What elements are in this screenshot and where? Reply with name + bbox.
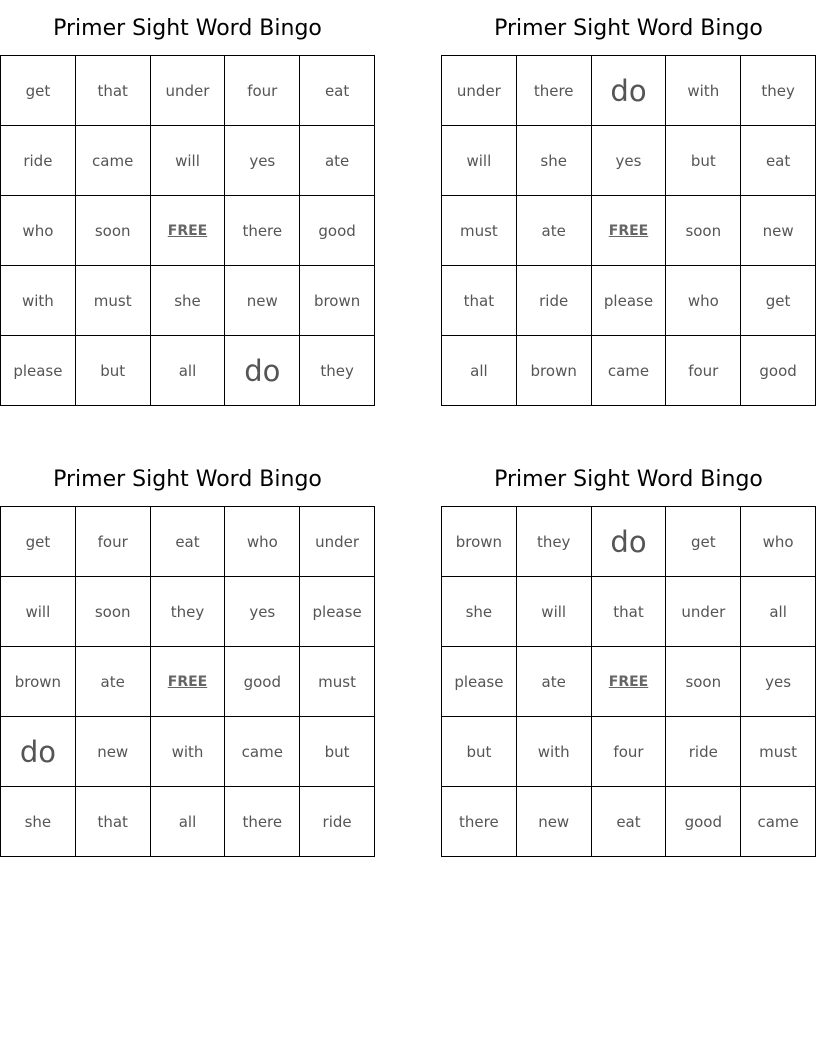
bingo-cell: brown (300, 266, 375, 336)
bingo-card-1 (0, 0, 375, 410)
bingo-cell: new (741, 196, 816, 266)
bingo-cell: with (517, 717, 592, 787)
card-title: Primer Sight Word Bingo (494, 467, 763, 492)
bingo-cell: get (741, 266, 816, 336)
free-space: FREE (592, 196, 667, 266)
bingo-cell: eat (151, 507, 226, 577)
bingo-cell: under (442, 56, 517, 126)
bingo-cell: she (517, 126, 592, 196)
bingo-cell: came (76, 126, 151, 196)
bingo-cell: new (225, 266, 300, 336)
bingo-cell: who (1, 196, 76, 266)
bingo-card-3 (0, 451, 375, 861)
bingo-cell: with (666, 56, 741, 126)
bingo-cell: get (666, 507, 741, 577)
bingo-cell: she (1, 787, 76, 857)
bingo-cell: yes (225, 126, 300, 196)
bingo-grid (441, 55, 816, 406)
bingo-cell: four (666, 336, 741, 406)
bingo-cell: must (76, 266, 151, 336)
bingo-cell: there (225, 787, 300, 857)
bingo-cell: ride (300, 787, 375, 857)
bingo-cell: must (442, 196, 517, 266)
bingo-cell: there (517, 56, 592, 126)
bingo-cell: who (225, 507, 300, 577)
bingo-cell: but (300, 717, 375, 787)
bingo-cell: eat (741, 126, 816, 196)
bingo-cell: that (76, 56, 151, 126)
bingo-cell: ate (300, 126, 375, 196)
bingo-cell: yes (225, 577, 300, 647)
bingo-cell: there (442, 787, 517, 857)
bingo-cell: do (592, 56, 667, 126)
bingo-cell: brown (1, 647, 76, 717)
bingo-cell: four (592, 717, 667, 787)
bingo-cell: please (300, 577, 375, 647)
bingo-cell: ate (517, 647, 592, 717)
bingo-cell: ate (517, 196, 592, 266)
bingo-cell: yes (741, 647, 816, 717)
bingo-cell: who (666, 266, 741, 336)
bingo-cell: under (151, 56, 226, 126)
bingo-cell: ride (517, 266, 592, 336)
bingo-cell: all (151, 336, 226, 406)
bingo-cell: good (300, 196, 375, 266)
bingo-cell: yes (592, 126, 667, 196)
bingo-cell: good (666, 787, 741, 857)
bingo-cell: new (76, 717, 151, 787)
bingo-cell: came (225, 717, 300, 787)
free-space: FREE (592, 647, 667, 717)
bingo-cell: that (592, 577, 667, 647)
bingo-cell: but (666, 126, 741, 196)
bingo-cell: they (741, 56, 816, 126)
bingo-cell: must (300, 647, 375, 717)
card-title: Primer Sight Word Bingo (494, 16, 763, 41)
bingo-grid (0, 55, 375, 406)
bingo-cell: she (151, 266, 226, 336)
bingo-cell: do (225, 336, 300, 406)
bingo-grid (441, 506, 816, 857)
bingo-cell: came (592, 336, 667, 406)
bingo-cell: four (225, 56, 300, 126)
bingo-cell: will (442, 126, 517, 196)
bingo-cell: please (592, 266, 667, 336)
bingo-cell: but (442, 717, 517, 787)
bingo-cell: brown (517, 336, 592, 406)
bingo-cell: with (151, 717, 226, 787)
bingo-cell: four (76, 507, 151, 577)
bingo-cell: good (741, 336, 816, 406)
card-title: Primer Sight Word Bingo (53, 467, 322, 492)
bingo-cell: they (300, 336, 375, 406)
bingo-cell: good (225, 647, 300, 717)
bingo-cell: who (741, 507, 816, 577)
bingo-cell: will (517, 577, 592, 647)
bingo-cell: under (666, 577, 741, 647)
bingo-cell: will (1, 577, 76, 647)
bingo-cell: ate (76, 647, 151, 717)
bingo-cell: new (517, 787, 592, 857)
bingo-card-4 (441, 451, 816, 861)
bingo-cell: get (1, 507, 76, 577)
bingo-cell: brown (442, 507, 517, 577)
bingo-cell: do (592, 507, 667, 577)
bingo-cell: that (442, 266, 517, 336)
bingo-cell: ride (1, 126, 76, 196)
bingo-cell: there (225, 196, 300, 266)
bingo-cell: with (1, 266, 76, 336)
bingo-cell: all (741, 577, 816, 647)
bingo-cell: ride (666, 717, 741, 787)
bingo-cell: get (1, 56, 76, 126)
bingo-grid (0, 506, 375, 857)
bingo-cell: that (76, 787, 151, 857)
bingo-cell: all (151, 787, 226, 857)
bingo-cell: please (1, 336, 76, 406)
bingo-cell: will (151, 126, 226, 196)
bingo-cell: eat (300, 56, 375, 126)
bingo-cell: soon (666, 647, 741, 717)
bingo-cell: soon (76, 196, 151, 266)
bingo-cell: must (741, 717, 816, 787)
bingo-cell: soon (666, 196, 741, 266)
free-space: FREE (151, 647, 226, 717)
bingo-cell: soon (76, 577, 151, 647)
bingo-cell: they (517, 507, 592, 577)
bingo-cell: eat (592, 787, 667, 857)
card-title: Primer Sight Word Bingo (53, 16, 322, 41)
bingo-cell: but (76, 336, 151, 406)
bingo-cell: under (300, 507, 375, 577)
bingo-cell: please (442, 647, 517, 717)
bingo-cell: they (151, 577, 226, 647)
free-space: FREE (151, 196, 226, 266)
bingo-card-2 (441, 0, 816, 410)
bingo-cell: do (1, 717, 76, 787)
bingo-cell: came (741, 787, 816, 857)
bingo-cell: she (442, 577, 517, 647)
bingo-cell: all (442, 336, 517, 406)
